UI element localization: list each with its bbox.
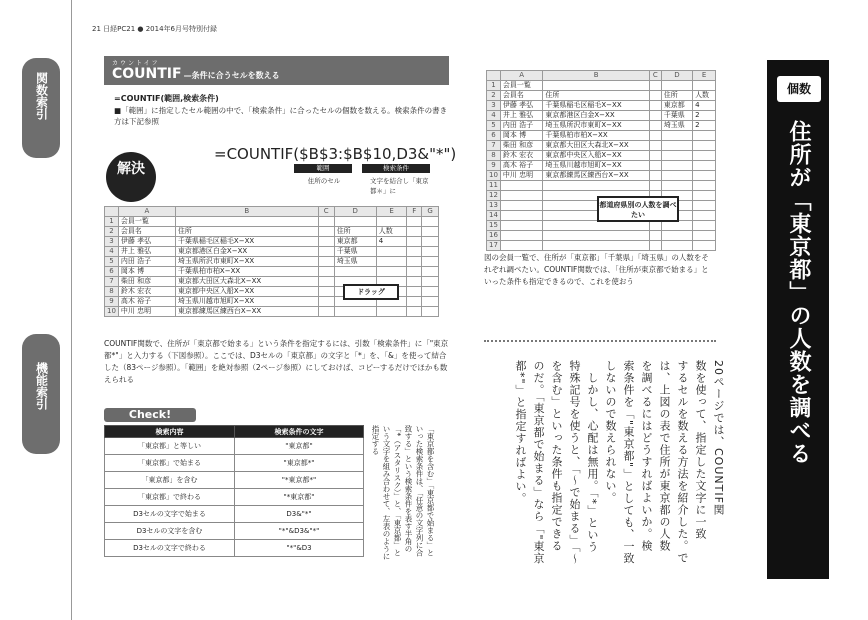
- cell: 4: [105, 247, 119, 257]
- cell: 2: [693, 111, 716, 121]
- range-note: 住所のセル: [307, 177, 341, 185]
- cell: 15: [487, 221, 501, 231]
- cell: [693, 161, 716, 171]
- cell: [649, 121, 661, 131]
- cell: 4: [693, 101, 716, 111]
- table-row: [105, 540, 364, 557]
- cell: [422, 297, 439, 307]
- cell: [422, 257, 439, 267]
- section-title-bar: [104, 56, 449, 85]
- col-header: D: [661, 71, 692, 81]
- tab-feature-index[interactable]: 機能索引: [22, 334, 60, 454]
- sheet2-body: [487, 71, 716, 251]
- cell: 会員一覧: [500, 81, 542, 91]
- cell: [649, 111, 661, 121]
- cell: 東京都中央区入船X−XX: [175, 287, 318, 297]
- cell: [693, 141, 716, 151]
- cell: "*"&D3&"*": [235, 523, 364, 540]
- cell: [661, 131, 692, 141]
- table-row: [487, 121, 716, 131]
- countif-section: [104, 56, 449, 132]
- cell: [422, 227, 439, 237]
- cell: 会員名: [118, 227, 175, 237]
- cell: 柴田 和彦: [500, 141, 542, 151]
- cell: 千葉県柏市柏X−XX: [175, 267, 318, 277]
- cell: [318, 267, 334, 277]
- drag-callout: ドラッグ: [343, 284, 399, 300]
- sheet1-body: [105, 207, 439, 317]
- cell: [649, 131, 661, 141]
- cell: 7: [105, 277, 119, 287]
- cell: 千葉県: [661, 111, 692, 121]
- cell: [661, 81, 692, 91]
- cell: [693, 171, 716, 181]
- cell: 「東京都」で終わる: [105, 489, 235, 506]
- cell: [693, 191, 716, 201]
- cell: 1: [487, 81, 501, 91]
- cell: [661, 221, 692, 231]
- col-header: C: [318, 207, 334, 217]
- table-row: [105, 217, 439, 227]
- col-header: C: [649, 71, 661, 81]
- overview-callout: 都道府県別の人数を調べたい: [597, 196, 679, 222]
- cell: [661, 161, 692, 171]
- cell: 9: [105, 297, 119, 307]
- cell: [318, 297, 334, 307]
- cell: 10: [105, 307, 119, 317]
- cell: [649, 81, 661, 91]
- cell: 中川 忠明: [118, 307, 175, 317]
- cell: [649, 171, 661, 181]
- cell: [407, 247, 422, 257]
- cell: [543, 221, 649, 231]
- cell: [376, 247, 407, 257]
- cell: 鈴木 宏衣: [118, 287, 175, 297]
- cell: 千葉県柏市柏X−XX: [543, 131, 649, 141]
- cell: [500, 191, 542, 201]
- cell: [500, 181, 542, 191]
- cell: [543, 181, 649, 191]
- vertical-line: のだ。「東京都で始まる」なら「"東京: [532, 360, 545, 565]
- cell: [422, 277, 439, 287]
- vertical-line: は、上図の表で住所が東京都の人数: [658, 360, 671, 552]
- formula: =COUNTIF($B$3:$B$10,D3&"*"): [214, 145, 457, 163]
- page-header: 21 日経PC21 ● 2014年6月号特別付録: [92, 25, 217, 33]
- cell: 岡本 博: [500, 131, 542, 141]
- check-rows: [105, 438, 364, 557]
- check-note: 「東京都を含む」「東京都で始まる」といった検索条件は、「任意の文字列に合致する」という検索条件を表す半角の「*（アスタリスク）」と、「東京都」という文字を組み合わせて、左表のように指定する: [371, 425, 435, 560]
- check-header-content: 検索内容: [105, 426, 235, 438]
- cell: 14: [487, 211, 501, 221]
- table-row: [487, 151, 716, 161]
- cell: "*東京都": [235, 489, 364, 506]
- cell: 2: [487, 91, 501, 101]
- cell: [376, 257, 407, 267]
- cell: [376, 307, 407, 317]
- cell: [649, 241, 661, 251]
- category-label: 個数: [777, 76, 821, 102]
- table-row: [105, 523, 364, 540]
- cell: [422, 307, 439, 317]
- cell: [661, 181, 692, 191]
- cell: D3セルの文字で終わる: [105, 540, 235, 557]
- vertical-line: 索条件を「"東京都"」としても、一致: [622, 360, 635, 565]
- cell: [661, 171, 692, 181]
- cell: 8: [487, 151, 501, 161]
- cell: [407, 307, 422, 317]
- title-ruby: カウントイフ: [112, 60, 160, 67]
- cell: "*東京都*": [235, 472, 364, 489]
- gutter-line: [71, 0, 72, 620]
- cell: 埼玉県川越市旭町X−XX: [543, 161, 649, 171]
- col-header: B: [543, 71, 649, 81]
- cell: [318, 257, 334, 267]
- cell: 「東京都」で始まる: [105, 455, 235, 472]
- description: ■「範囲」に指定したセル範囲の中で、「検索条件」に合ったセルの個数を数える。検索条件の書き方は下記参照: [114, 106, 448, 126]
- cell: 6: [487, 131, 501, 141]
- vertical-line: しないので数えられない。: [604, 360, 617, 504]
- cell: D3&"*": [235, 506, 364, 523]
- cell: [407, 217, 422, 227]
- cell: [407, 277, 422, 287]
- cell: 千葉県稲毛区稲毛X−XX: [543, 101, 649, 111]
- cell: 8: [105, 287, 119, 297]
- cell: 中川 忠明: [500, 171, 542, 181]
- cell: [500, 211, 542, 221]
- table-row: [487, 81, 716, 91]
- intro-paragraph: 図の会員一覧で、住所が「東京都」「千葉県」「埼玉県」の人数をそれぞれ調べたい。COUNTIF関数では、「住所が東京都で始まる」といった条件も指定できるので、これを使おう: [484, 253, 709, 286]
- cell: [318, 277, 334, 287]
- cell: "*"&D3: [235, 540, 364, 557]
- cell: 内田 浩子: [118, 257, 175, 267]
- cell: [318, 287, 334, 297]
- cell: [318, 217, 334, 227]
- cell: 東京都練馬区練西台X−XX: [175, 307, 318, 317]
- cell: [334, 267, 376, 277]
- sheet-example: [104, 206, 439, 317]
- cell: [318, 227, 334, 237]
- cell: [407, 267, 422, 277]
- cell: [649, 221, 661, 231]
- cell: [693, 241, 716, 251]
- cell: [175, 217, 318, 227]
- cell: [661, 141, 692, 151]
- col-header: A: [118, 207, 175, 217]
- cell: [661, 151, 692, 161]
- cell: [649, 181, 661, 191]
- condition-label: 検索条件: [362, 164, 430, 173]
- sheet-overview: [486, 70, 716, 251]
- cell: 2: [105, 227, 119, 237]
- table-row: [105, 472, 364, 489]
- cell: 会員一覧: [118, 217, 175, 227]
- cell: [407, 287, 422, 297]
- cell: [649, 91, 661, 101]
- col-header: F: [407, 207, 422, 217]
- table-row: [487, 181, 716, 191]
- cell: 東京都港区白金X−XX: [543, 111, 649, 121]
- col-header: E: [693, 71, 716, 81]
- cell: 住所: [334, 227, 376, 237]
- cell: 井上 雅弘: [500, 111, 542, 121]
- cell: [500, 221, 542, 231]
- dotted-divider: [484, 340, 716, 342]
- col-header: [105, 207, 119, 217]
- cell: [407, 227, 422, 237]
- vertical-line: 特殊記号を使うと、「〜で始まる」「〜: [568, 360, 581, 565]
- table-row: [487, 221, 716, 231]
- cell: [693, 181, 716, 191]
- cell: 東京都中央区入船X−XX: [543, 151, 649, 161]
- table-row: [487, 141, 716, 151]
- vertical-line: 都*"」と指定すればよい。: [514, 360, 527, 505]
- cell: [649, 101, 661, 111]
- cell: [318, 237, 334, 247]
- cell: [661, 241, 692, 251]
- table-row: [487, 131, 716, 141]
- table-row: [487, 91, 716, 101]
- tab-function-index[interactable]: 関数索引: [22, 58, 60, 158]
- cell: [693, 231, 716, 241]
- cell: "東京都": [235, 438, 364, 455]
- cell: [376, 267, 407, 277]
- cell: 2: [693, 121, 716, 131]
- cell: [500, 241, 542, 251]
- cell: 内田 浩子: [500, 121, 542, 131]
- cell: [661, 231, 692, 241]
- cell: [334, 217, 376, 227]
- cell: [543, 241, 649, 251]
- table-row: [105, 267, 439, 277]
- cell: 東京都: [661, 101, 692, 111]
- cell: 東京都大田区大森北X−XX: [175, 277, 318, 287]
- cell: 柴田 和彦: [118, 277, 175, 287]
- vertical-line: を調べるにはどうすればよいか。検: [640, 360, 653, 552]
- col-header: G: [422, 207, 439, 217]
- cell: "東京都*": [235, 455, 364, 472]
- cell: 「東京都」と等しい: [105, 438, 235, 455]
- cell: 会員名: [500, 91, 542, 101]
- cell: 3: [487, 101, 501, 111]
- body-paragraph: COUNTIF関数で、住所が「東京都で始まる」という条件を指定するには、引数「検索条件」に「"東京都*"」と入力する（下図参照）。ここでは、D3セルの「東京都」の文字と「*」を、「&」を使って結合した（83ページ参照）。「範囲」を絶対参照（2ページ参照）にしておけば、コピーするだけでほかも数えられる: [104, 339, 449, 384]
- cell: 7: [487, 141, 501, 151]
- cell: 人数: [376, 227, 407, 237]
- cell: 埼玉県所沢市東町X−XX: [175, 257, 318, 267]
- cell: 5: [105, 257, 119, 267]
- cell: 4: [487, 111, 501, 121]
- cell: [693, 81, 716, 91]
- table-row: [105, 438, 364, 455]
- cell: 高木 裕子: [118, 297, 175, 307]
- cell: 1: [105, 217, 119, 227]
- table-row: [105, 237, 439, 247]
- table-row: [105, 506, 364, 523]
- table-row: [487, 171, 716, 181]
- table-row: [105, 227, 439, 237]
- cell: [422, 287, 439, 297]
- cell: 「東京都」を含む: [105, 472, 235, 489]
- cell: 千葉県: [334, 247, 376, 257]
- cell: 住所: [543, 91, 649, 101]
- cell: [422, 267, 439, 277]
- cell: [500, 231, 542, 241]
- cell: 人数: [693, 91, 716, 101]
- cell: [334, 307, 376, 317]
- cell: [422, 237, 439, 247]
- syntax: =COUNTIF(範囲,検索条件): [114, 94, 219, 103]
- cell: [318, 247, 334, 257]
- table-row: [487, 231, 716, 241]
- cell: [376, 217, 407, 227]
- cell: [422, 247, 439, 257]
- table-row: [105, 257, 439, 267]
- cell: 6: [105, 267, 119, 277]
- cell: 東京都練馬区練西台X−XX: [543, 171, 649, 181]
- cell: 5: [487, 121, 501, 131]
- vertical-line: 20ページでは、COUNTIF関: [712, 360, 725, 516]
- cell: 鈴木 宏衣: [500, 151, 542, 161]
- cell: [649, 231, 661, 241]
- range-label: 範囲: [294, 164, 352, 173]
- cell: [543, 81, 649, 91]
- solution-badge: 解決: [106, 152, 156, 202]
- cell: [407, 257, 422, 267]
- cell: 12: [487, 191, 501, 201]
- cell: 埼玉県所沢市東町X−XX: [543, 121, 649, 131]
- table-row: [487, 241, 716, 251]
- cell: 11: [487, 181, 501, 191]
- cell: 住所: [175, 227, 318, 237]
- check-table: [104, 425, 364, 557]
- vertical-line: を含む」といった条件も指定できる: [550, 360, 563, 552]
- cell: [422, 217, 439, 227]
- sidebar-title: 住所が「東京都」の人数を調べる: [786, 120, 811, 465]
- table-row: [105, 247, 439, 257]
- cell: [318, 307, 334, 317]
- cell: D3セルの文字で始まる: [105, 506, 235, 523]
- cell: [693, 221, 716, 231]
- cell: 伊藤 孝弘: [118, 237, 175, 247]
- cell: 埼玉県: [334, 257, 376, 267]
- col-header: E: [376, 207, 407, 217]
- cell: [693, 131, 716, 141]
- vertical-line: 数を使って、指定した文字に一致: [694, 360, 707, 540]
- cell: 13: [487, 201, 501, 211]
- col-header: [487, 71, 501, 81]
- col-header: D: [334, 207, 376, 217]
- cell: 東京都港区白金X−XX: [175, 247, 318, 257]
- cell: 井上 雅弘: [118, 247, 175, 257]
- vertical-line: しかし、心配は無用。「*」という: [586, 360, 599, 553]
- cell: D3セルの文字を含む: [105, 523, 235, 540]
- table-row: [105, 307, 439, 317]
- table-row: [487, 111, 716, 121]
- cell: 16: [487, 231, 501, 241]
- col-header: A: [500, 71, 542, 81]
- condition-note: 文字を結合し「東京都＊」に: [370, 177, 429, 195]
- cell: 17: [487, 241, 501, 251]
- table-row: [487, 101, 716, 111]
- table-row: [487, 161, 716, 171]
- check-heading: Check!: [104, 408, 196, 422]
- cell: 9: [487, 161, 501, 171]
- cell: 埼玉県: [661, 121, 692, 131]
- cell: [693, 201, 716, 211]
- cell: [407, 237, 422, 247]
- cell: [407, 297, 422, 307]
- cell: [649, 141, 661, 151]
- table-row: [105, 455, 364, 472]
- section-title: COUNTIF —条件に合うセルを数える: [112, 66, 280, 82]
- cell: [693, 211, 716, 221]
- cell: [500, 201, 542, 211]
- check-header-condition: 検索条件の文字: [235, 426, 364, 438]
- table-row: [105, 489, 364, 506]
- cell: [649, 151, 661, 161]
- cell: 10: [487, 171, 501, 181]
- cell: 高木 裕子: [500, 161, 542, 171]
- cell: [543, 231, 649, 241]
- cell: 4: [376, 237, 407, 247]
- cell: 3: [105, 237, 119, 247]
- cell: [693, 151, 716, 161]
- cell: 岡本 博: [118, 267, 175, 277]
- cell: 東京都大田区大森北X−XX: [543, 141, 649, 151]
- cell: [649, 161, 661, 171]
- cell: 千葉県稲毛区稲毛X−XX: [175, 237, 318, 247]
- cell: 住所: [661, 91, 692, 101]
- cell: 埼玉県川越市旭町X−XX: [175, 297, 318, 307]
- cell: 東京都: [334, 237, 376, 247]
- cell: 伊藤 孝弘: [500, 101, 542, 111]
- col-header: B: [175, 207, 318, 217]
- vertical-line: するセルを数える方法を紹介した。で: [676, 360, 689, 564]
